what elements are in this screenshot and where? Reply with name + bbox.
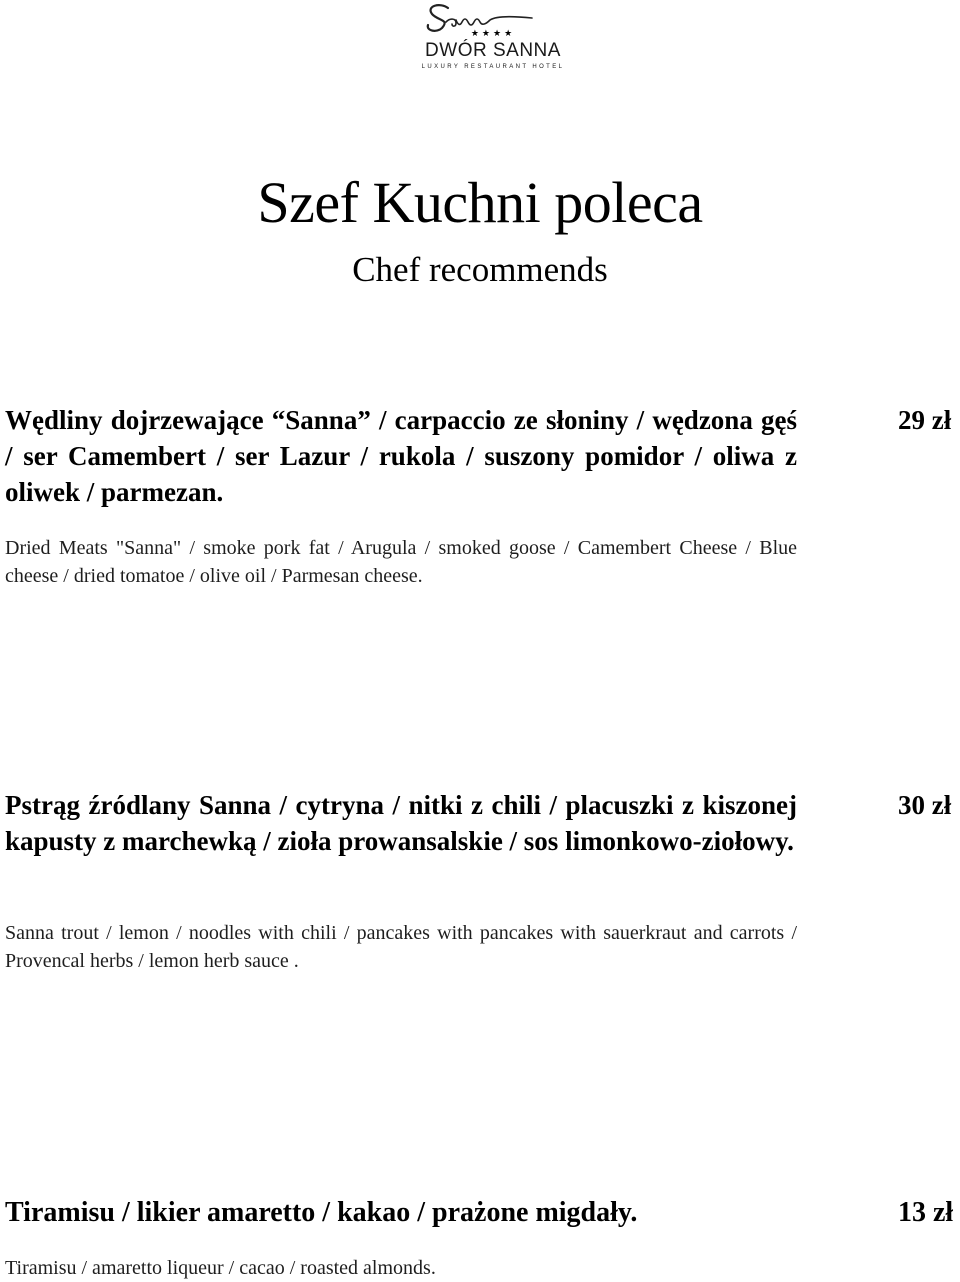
dish-2-price: 30 zł [898, 790, 952, 820]
logo-name: DWÓR SANNA [425, 40, 561, 61]
dish-2-name-pl: Pstrąg źródlany Sanna / cytryna / nitki z chili / placuszki z kiszonej kapusty z marchewką / zioła prowansalskie / sos limonkowo-ziołowy. [5, 790, 797, 856]
page-subtitle: Chef recommends [352, 250, 608, 289]
dish-1-price: 29 zł [898, 405, 952, 435]
dish-3-price: 13 zł [898, 1197, 954, 1228]
dish-3-name-en: Tiramisu / amaretto liqueur / cacao / roasted almonds. [5, 1257, 436, 1279]
dish-1-name-pl: Wędliny dojrzewające “Sanna” / carpaccio ze słoniny / wędzona gęś / ser Camembert / ser Lazur / rukola / suszony pomidor / oliwa z oliwek / parmezan. [5, 405, 797, 507]
restaurant-logo [412, 0, 574, 74]
logo-tagline: LUXURY RESTAURANT HOTEL [421, 64, 565, 70]
logo-stars: ★★★★ [470, 29, 516, 39]
page-title: Szef Kuchni poleca [257, 170, 703, 235]
dish-2-name-en: Sanna trout / lemon / noodles with chili / pancakes with pancakes with sauerkraut and carrots / Provencal herbs / lemon herb sauce . [5, 922, 797, 972]
dish-3-name-pl: Tiramisu / likier amaretto / kakao / prażone migdały. [5, 1197, 638, 1228]
dish-1-name-en: Dried Meats "Sanna" / smoke pork fat / Arugula / smoked goose / Camembert Cheese / Blue cheese / dried tomatoe / olive oil / Parmesan cheese. [5, 537, 797, 587]
